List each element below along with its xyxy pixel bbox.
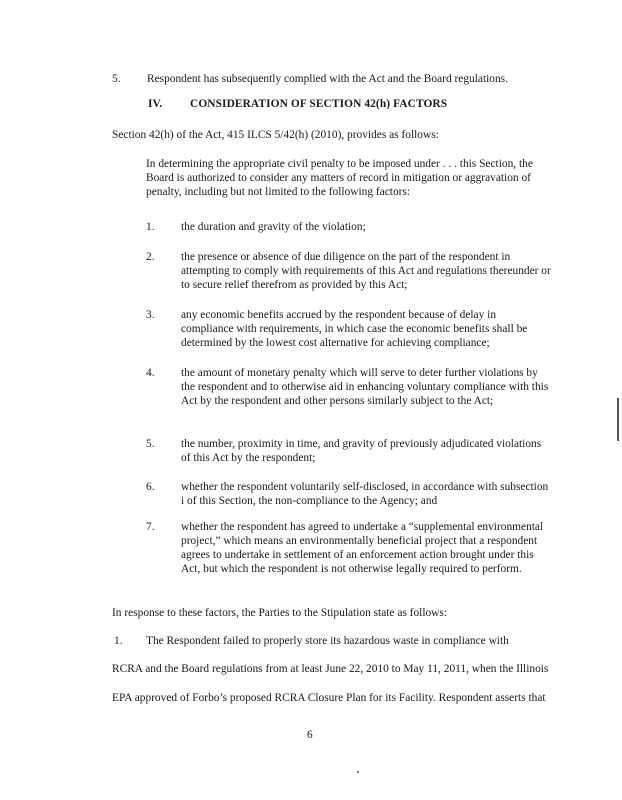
factor-text: the number, proximity in time, and gravity of previously adjudicated violations of this Act by the respondent; — [181, 438, 542, 464]
paragraph-line: The Respondent failed to properly store its hazardous waste in compliance with — [146, 635, 509, 647]
statute-intro: Section 42(h) of the Act, 415 ILCS 5/42(h) (2010), provides as follows: — [112, 129, 439, 141]
quote-intro: In determining the appropriate civil penalty to be imposed under . . . this Section, the Board is authorized to consider any matters of record in mitigation or aggravation of penalty, including but not limited to the following factors: — [146, 158, 533, 198]
factor-text: any economic benefits accrued by the respondent because of delay in compliance with requirements, in which case the economic benefits shall be determined by the lowest cost alternative for achieving compliance; — [181, 309, 528, 349]
scan-margin-mark — [617, 398, 619, 441]
paragraph-line: RCRA and the Board regulations from at least June 22, 2010 to May 11, 2011, when the Illinois — [112, 663, 549, 675]
factor-text: whether the respondent voluntarily self-disclosed, in accordance with subsection i of this Section, the non-compliance to the Agency; and — [181, 481, 549, 507]
factor-text: the duration and gravity of the violation; — [181, 221, 366, 233]
factor-number: 5. — [146, 438, 155, 450]
factor-number: 6. — [146, 481, 155, 493]
factor-number: 2. — [146, 251, 155, 263]
factor-text: the amount of monetary penalty which will serve to deter further violations by the respondent and to otherwise aid in enhancing voluntary compliance with this Act by the respondent and other persons similarly subject to the Act; — [181, 367, 549, 407]
page-number: 6 — [307, 729, 313, 741]
section-title: CONSIDERATION OF SECTION 42(h) FACTORS — [190, 98, 448, 110]
factor-text: the presence or absence of due diligence on the part of the respondent in attempting to comply with requirements of this Act and regulations thereunder or to secure relief therefrom as provided by this Act; — [181, 251, 551, 291]
paragraph-line: EPA approved of Forbo’s proposed RCRA Closure Plan for its Facility. Respondent asserts that — [112, 692, 546, 704]
response-intro: In response to these factors, the Parties to the Stipulation state as follows: — [112, 607, 448, 619]
factor-number: 3. — [146, 309, 155, 321]
paragraph-number: 1. — [114, 635, 123, 647]
item-text: Respondent has subsequently complied with the Act and the Board regulations. — [147, 73, 508, 85]
section-number: IV. — [148, 98, 163, 110]
factor-text: whether the respondent has agreed to undertake a “supplemental environmental project,” which means an environmentally beneficial project that a respondent agrees to undertake in settlement of an enforcement action brought under this Act, but which the respondent is not otherwise legally required to perform. — [181, 521, 544, 575]
factor-number: 1. — [146, 221, 155, 233]
factor-number: 7. — [146, 521, 155, 533]
section-heading — [148, 97, 447, 111]
factor-number: 4. — [146, 367, 155, 379]
scan-speck — [357, 771, 359, 773]
item-number: 5. — [112, 73, 121, 85]
